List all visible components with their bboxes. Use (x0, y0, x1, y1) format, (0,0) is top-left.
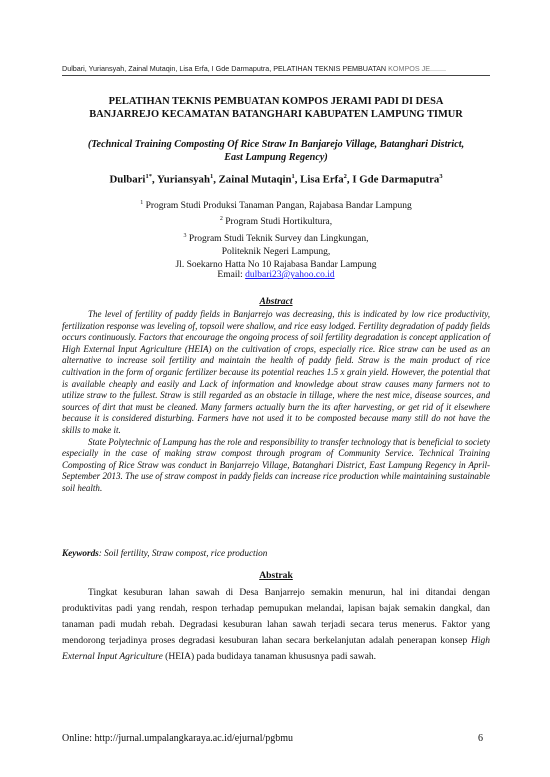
keywords-text: : Soil fertility, Straw compost, rice production (98, 548, 268, 558)
abstract-heading: Abstract (259, 296, 293, 307)
author-sup: 1* (145, 173, 152, 180)
abstract-english (62, 309, 490, 495)
affiliations (62, 197, 490, 272)
page-number: 6 (478, 733, 483, 744)
author-sup: 3 (439, 173, 443, 180)
abstrak-paragraph (62, 585, 490, 665)
english-title-line-1: (Technical Training Composting Of Rice Straw In Banjarejo Village, Batanghari District, (87, 139, 465, 150)
author-name: Zainal Mutaqin (218, 173, 292, 186)
header-rule (62, 75, 490, 76)
author-name: I Gde Darmaputra (352, 173, 440, 186)
author-name: Lisa Erfa (300, 173, 344, 186)
affiliation-sup: 1 (140, 200, 144, 206)
abstrak-heading: Abstrak (259, 570, 293, 581)
paper-title-line-2: BANJARREJO KECAMATAN BATANGHARI KABUPATEN LAMPUNG TIMUR (89, 109, 463, 120)
abstract-paragraph-2: State Polytechnic of Lampung has the role and responsibility to transfer technology that is beneficial to society especially in the case of making straw compost through program of Community Service. Technical Training Composting of Rice Straw was conduct in Banjarrejo Village, Batanghari District, East Lampung Regency in April-September 2013. The use of straw compost in paddy fields can increase rice production while maintaining sustainable soil health. (62, 436, 490, 493)
english-title-line-2: East Lampung Regency) (224, 152, 328, 163)
english-title (62, 138, 490, 164)
running-head-faded: KOMPOS JE........ (388, 64, 447, 73)
author-name: Yuriansyah (156, 173, 210, 186)
affiliation-sup: 2 (219, 216, 223, 223)
author-sup: 1 (291, 173, 295, 180)
affiliation-3 (62, 230, 490, 246)
abstrak-text: Tingkat kesuburan lahan sawah di Desa Banjarrejo semakin menurun, hal ini ditandai dengan produktivitas padi yang rendah, respon terhadap pemupukan melandai, lapisan bajak semakin dangkal, dan tanaman padi mudah rebah. Degradasi kesuburan lahan sawah terjadi secara terus menerus. Faktor yang mendorong terjadinya proses degradasi kesuburan lahan secara berkelanjutan adalah penerapan konsep (62, 588, 490, 647)
keywords-label: Keywords (62, 548, 99, 558)
contact-email (62, 270, 490, 280)
abstrak-italic-term: High External Input Agriculture (62, 636, 490, 663)
keywords (62, 548, 490, 558)
author-list: Dulbari$^{1*}$, Yuriansyah$^1$, Zainal Mutaqin$^1$, Lisa Erfa$^2$, I Gde Darmaputra$^3$ (109, 173, 443, 186)
email-label: Email: (217, 270, 246, 280)
paper-title (62, 95, 490, 121)
affiliation-text: Program Studi Teknik Survey dan Lingkungan, (188, 233, 369, 244)
author-sup: 1 (209, 173, 214, 180)
email-link[interactable]: dulbari23@yahoo.co.id (245, 270, 335, 280)
abstrak-indonesian (62, 585, 490, 665)
running-head (62, 64, 492, 73)
abstrak-text-end: (HEIA) pada budidaya tanaman khususnya padi sawah. (162, 652, 376, 663)
affiliation-2 (62, 213, 490, 229)
affiliation-text: Program Studi Hortikultura, (225, 217, 333, 228)
affiliation-text: Program Studi Produksi Tanaman Pangan, Rajabasa Bandar Lampung (145, 201, 412, 212)
author-name: Dulbari (109, 173, 146, 186)
affiliation-sup: 3 (183, 232, 187, 239)
paper-title-line-1: PELATIHAN TEKNIS PEMBUATAN KOMPOS JERAMI PADI DI DESA (108, 96, 444, 107)
affiliation-1 (62, 197, 490, 213)
author-sup: 2 (343, 173, 347, 180)
abstract-paragraph-1: The level of fertility of paddy fields in Banjarrejo was decreasing, this is indicated by low rice productivity, fertilization response was leveling of, topsoil were shallow, and rice easy lodged. Fertility degradation of paddy fields occurs continuously. Factors that encourage the ongoing process of soil fertility degradation is concept application of High External Input Agriculture (HEIA) on the cultivation of crops, especially rice. Rice straw can be used as an alternative to increase soil fertility and maintain the health of paddy field. Straw is the main product of rice cultivation in the form of organic fertilizer because its potential reaches 1.5 x grain yield. However, the potential that is available cheaply and easily and Lack of information and knowledge about straw causes many farmers not to utilize straw to the fullest. Straw is still regarded as an obstacle in tillage, where the nest mice, disease sources, and sources of dirt that must be cleaned. Many farmers actually burn the its after harvesting, or get rid of it elsewhere because it is considered disturbing. Farmers have not used it to be composted because many still do not have the skills to make it. (62, 309, 490, 435)
affiliation-address: Jl. Soekarno Hatta No 10 Rajabasa Bandar Lampung (175, 259, 377, 270)
affiliation-institution: Politeknik Negeri Lampung, (221, 246, 331, 257)
footer-url: Online: http://jurnal.umpalangkaraya.ac.id/ejurnal/pgbmu (62, 733, 294, 744)
running-head-text: Dulbari, Yuriansyah, Zainal Mutaqin, Lisa Erfa, I Gde Darmaputra, PELATIHAN TEKNIS PEMBUATAN (62, 64, 387, 73)
